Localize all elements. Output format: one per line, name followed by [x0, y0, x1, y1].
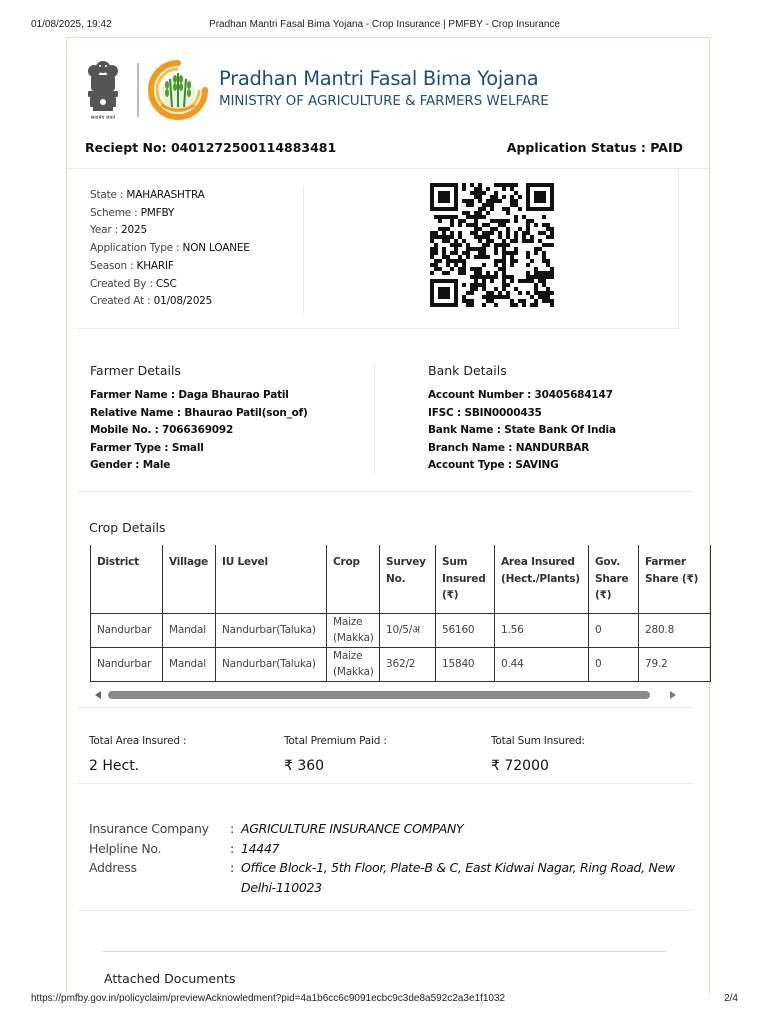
helpline-label: Helpline No. — [89, 840, 162, 856]
horizontal-scrollbar[interactable] — [91, 688, 681, 702]
info-state: State : MAHARASHTRA — [90, 189, 205, 201]
table-row — [91, 647, 711, 681]
table-cell: 56160 — [436, 613, 495, 647]
column-header: Survey No. — [380, 545, 436, 613]
total-premium-label: Total Premium Paid : — [284, 735, 387, 747]
address-row — [89, 858, 689, 897]
farmer-bank-panel — [77, 330, 693, 492]
scrollbar-thumb[interactable] — [108, 691, 650, 699]
mobile-number: Mobile No. : 7066369092 — [90, 424, 234, 437]
info-created-by: Created By : CSC — [90, 277, 177, 290]
acknowledgement-page — [66, 37, 710, 994]
crop-table-scroll-area[interactable] — [90, 545, 699, 684]
column-header: Crop — [327, 545, 380, 613]
table-cell: 0 — [589, 647, 639, 681]
table-cell: 0.44 — [495, 647, 589, 681]
address-value: Office Block-1, 5th Floor, Plate-B & C, East Kidwai Nagar, Ring Road, New Delhi-110023 — [241, 860, 675, 895]
application-info-list — [90, 187, 304, 315]
divider — [103, 951, 666, 952]
insurance-company-label: Insurance Company — [89, 821, 209, 836]
separator: : — [230, 821, 234, 836]
ifsc: IFSC : SBIN0000435 — [428, 406, 542, 419]
scroll-right-arrow-icon[interactable] — [670, 691, 676, 699]
info-scheme: Scheme : PMFBY — [90, 206, 175, 219]
info-season: Season : KHARIF — [90, 259, 174, 272]
table-cell: 280.8 — [639, 613, 711, 647]
relative-name: Relative Name : Bhaurao Patil(son_of) — [90, 406, 308, 419]
table-cell: 362/2 — [380, 647, 436, 681]
emblem-caption: सत्यमेव जयते — [90, 115, 116, 121]
farmer-type: Farmer Type : Small — [90, 441, 204, 454]
application-status: Application Status : PAID — [506, 140, 683, 155]
table-cell: Nandurbar — [91, 613, 163, 647]
divider — [77, 707, 693, 708]
column-header: Gov. Share (₹) — [589, 545, 639, 613]
farmer-details-list — [90, 387, 308, 475]
branch-name: Branch Name : NANDURBAR — [428, 441, 590, 454]
insurance-company-details — [89, 819, 689, 897]
receipt-row — [85, 140, 683, 160]
print-url: https://pmfby.gov.in/policyclaim/previewAcknowledment?pid=4a1b6cc6c9091ecbc9c3de8a592c2a3e1f1032 — [31, 993, 506, 1004]
account-number: Account Number : 30405684147 — [428, 389, 613, 401]
divider — [77, 910, 693, 911]
table-cell: Maize (Makka) — [327, 613, 380, 647]
table-row — [91, 613, 711, 647]
divider — [77, 783, 693, 784]
total-area-label: Total Area Insured : — [89, 735, 187, 747]
column-header: Area Insured (Hect./Plants) — [495, 545, 589, 613]
print-page-number: 2/4 — [724, 993, 738, 1004]
table-cell: Mandal — [163, 613, 216, 647]
column-divider — [374, 364, 375, 474]
table-cell: 10/5/अ — [380, 613, 436, 647]
gender: Gender : Male — [90, 459, 171, 472]
print-footer — [31, 993, 738, 1007]
helpline-value: 14447 — [241, 840, 280, 856]
column-header: Farmer Share (₹) — [639, 545, 711, 613]
bank-name: Bank Name : State Bank Of India — [428, 424, 616, 437]
scroll-left-arrow-icon[interactable] — [95, 691, 101, 699]
table-cell: 1.56 — [495, 613, 589, 647]
farmer-details-title: Farmer Details — [90, 363, 181, 378]
print-header — [31, 19, 738, 33]
info-created-at: Created At : 01/08/2025 — [90, 295, 213, 308]
table-cell: Mandal — [163, 647, 216, 681]
info-year: Year : 2025 — [90, 224, 147, 237]
column-header: Sum Insured (₹) — [436, 545, 495, 613]
application-info-panel — [77, 169, 679, 329]
scheme-title: Pradhan Mantri Fasal Bima Yojana — [219, 67, 539, 90]
separator: : — [230, 860, 234, 875]
info-application-type: Application Type : NON LOANEE — [90, 242, 250, 255]
pmfby-wheat-logo-icon — [147, 59, 209, 121]
helpline-row — [89, 839, 689, 859]
separator: : — [230, 840, 234, 856]
column-header: District — [91, 545, 163, 613]
table-cell: 0 — [589, 613, 639, 647]
table-cell: Nandurbar(Taluka) — [216, 613, 327, 647]
qr-code-icon — [430, 182, 554, 308]
table-cell: 79.2 — [639, 647, 711, 681]
crop-details-title: Crop Details — [89, 520, 166, 535]
receipt-number: Reciept No: 0401272500114883481 — [85, 140, 337, 155]
column-header: Village — [163, 545, 216, 613]
print-datetime: 01/08/2025, 19:42 — [31, 19, 112, 30]
address-label: Address — [89, 860, 137, 875]
insurance-company-value: AGRICULTURE INSURANCE COMPANY — [241, 821, 464, 836]
table-cell: Nandurbar(Taluka) — [216, 647, 327, 681]
logo-divider — [137, 63, 139, 117]
bank-details-title: Bank Details — [428, 363, 507, 378]
bank-details-list — [428, 387, 616, 475]
attached-documents-title: Attached Documents — [104, 971, 236, 986]
account-type: Account Type : SAVING — [428, 459, 559, 472]
logo-header — [83, 57, 623, 127]
column-header: IU Level — [216, 545, 327, 613]
table-cell: Maize (Makka) — [327, 647, 380, 681]
insurance-company-row — [89, 819, 689, 839]
crop-table — [90, 545, 711, 682]
table-header-row — [91, 545, 711, 613]
table-cell: Nandurbar — [91, 647, 163, 681]
total-area-value: 2 Hect. — [89, 758, 140, 774]
print-doc-title: Pradhan Mantri Fasal Bima Yojana - Crop Insurance | PMFBY - Crop Insurance — [209, 19, 560, 30]
total-sum-label: Total Sum Insured: — [491, 735, 585, 747]
total-premium-value: ₹ 360 — [284, 758, 325, 774]
ministry-subtitle: MINISTRY OF AGRICULTURE & FARMERS WELFARE — [219, 93, 549, 109]
farmer-name: Farmer Name : Daga Bhaurao Patil — [90, 389, 289, 401]
total-sum-value: ₹ 72000 — [491, 758, 549, 774]
table-cell: 15840 — [436, 647, 495, 681]
national-emblem-icon — [83, 57, 123, 123]
